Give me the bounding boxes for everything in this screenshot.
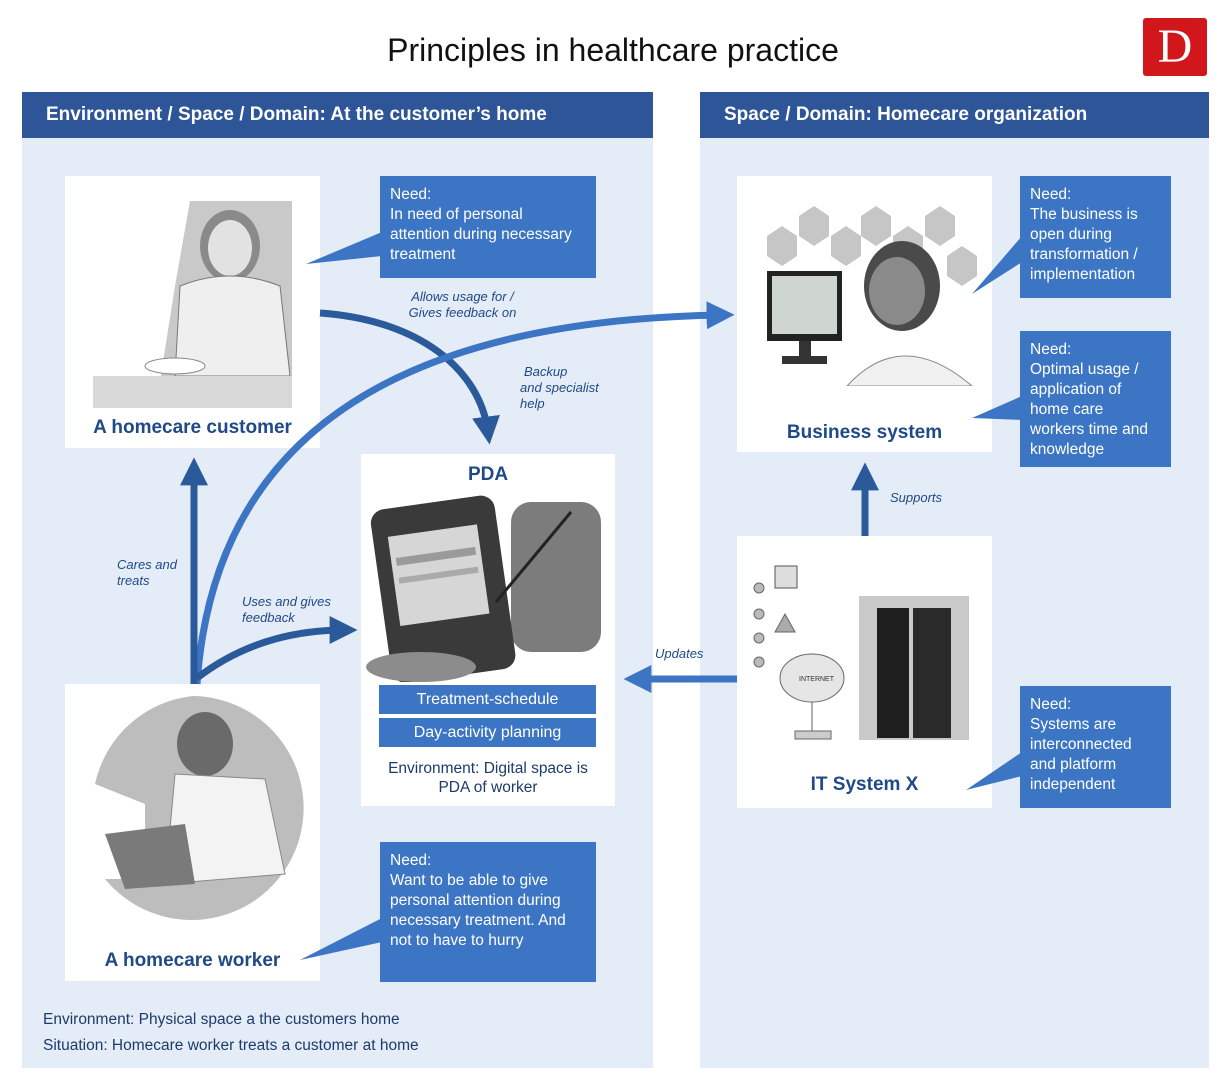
pda-environment-line1: Environment: Digital space is (388, 760, 588, 777)
it-need-tail (966, 752, 1022, 790)
business-need-1-text: The business is open during transformation / implementation (1030, 206, 1138, 283)
pda-label: PDA (467, 464, 509, 485)
cares-line1: Cares and (117, 557, 177, 572)
pda-environment-line2: PDA of worker (438, 779, 538, 796)
backup-line3: help (520, 396, 545, 411)
uses-line1: Uses and gives (242, 594, 331, 609)
uses-feedback-label (242, 594, 331, 626)
worker-need-tail (300, 918, 382, 960)
environment-note: Environment: Physical space a the customers home (43, 1011, 400, 1028)
customer-need-text: In need of personal attention during necessary treatment (390, 206, 572, 263)
allows-usage-line2: Gives feedback on (408, 305, 517, 320)
cares-treats-label (117, 557, 177, 589)
cares-line2: treats (117, 573, 150, 588)
page-title: Principles in healthcare practice (387, 32, 839, 68)
it-need-text: Systems are interconnected and platform independent (1030, 716, 1132, 793)
day-activity-planning-bar: Day-activity planning (379, 718, 596, 747)
allows-usage-label (390, 289, 535, 321)
supports-label: Supports (890, 490, 943, 505)
internet-cloud-label: INTERNET (799, 676, 834, 683)
it-system-label: IT System X (810, 774, 919, 795)
customer-label: A homecare customer (93, 417, 292, 438)
treatment-schedule-bar: Treatment-schedule (379, 685, 596, 714)
brand-logo: D (1143, 18, 1207, 76)
business-need-2-title: Need: (1030, 341, 1072, 358)
customer-home-panel-header: Environment / Space / Domain: At the customer’s home (22, 92, 653, 138)
homecare-org-panel-header: Space / Domain: Homecare organization (700, 92, 1209, 138)
worker-need-text: Want to be able to give personal attention during necessary treatment. And not to have to hurry (390, 872, 566, 949)
worker-label: A homecare worker (104, 950, 281, 971)
it-need-title: Need: (1030, 696, 1072, 713)
business-need-2-tail (972, 396, 1022, 420)
situation-note: Situation: Homecare worker treats a customer at home (43, 1037, 419, 1054)
uses-line2: feedback (242, 610, 295, 625)
customer-need-title: Need: (390, 186, 432, 203)
backup-line1: Backup (524, 364, 568, 379)
uses-feedback-arrow (197, 630, 345, 678)
updates-label: Updates (655, 646, 704, 661)
customer-need-tail (306, 232, 382, 264)
backup-line2: and specialist (520, 380, 599, 395)
business-need-1-title: Need: (1030, 186, 1072, 203)
allows-usage-line1: Allows usage for / (411, 289, 514, 304)
backup-help-label (520, 364, 599, 412)
business-system-label: Business system (786, 422, 943, 443)
business-need-2-text: Optimal usage / application of home care workers time and knowledge (1030, 361, 1149, 458)
business-need-1-tail (972, 236, 1022, 294)
worker-need-title: Need: (390, 852, 432, 869)
